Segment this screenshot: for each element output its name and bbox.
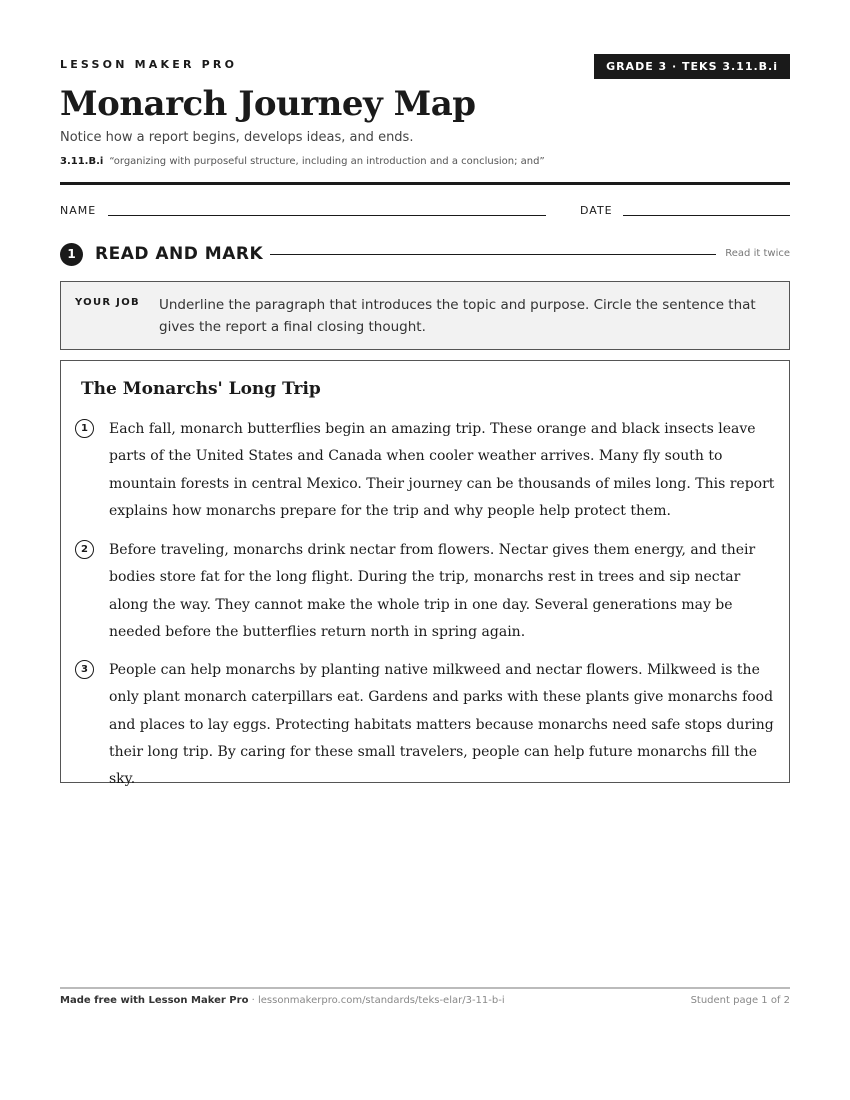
standard-line bbox=[60, 156, 545, 167]
job-instructions-box bbox=[60, 281, 790, 350]
paragraph-number: 3 bbox=[75, 660, 94, 679]
page-title: Monarch Journey Map bbox=[60, 84, 476, 124]
section-title: READ AND MARK bbox=[95, 244, 264, 264]
worksheet-page bbox=[60, 0, 790, 1100]
section-number-badge: 1 bbox=[60, 243, 83, 266]
paragraph-text[interactable]: Each fall, monarch butterflies begin an amazing trip. These orange and black insects leave parts of the United States and Canada when cooler weather arrives. Many fly south to mountain forests in central Mexico. Their journey can be thousands of miles long. This report explains how monarchs prepare for the trip and why people help protect them. bbox=[109, 421, 775, 519]
section-hint: Read it twice bbox=[725, 248, 790, 259]
job-text: Underline the paragraph that introduces the topic and purpose. Circle the sentence that gives the report a final closing thought. bbox=[159, 297, 756, 335]
paragraph-number: 2 bbox=[75, 540, 94, 559]
grade-badge: GRADE 3 · TEKS 3.11.B.i bbox=[594, 54, 790, 79]
reading-passage bbox=[60, 360, 790, 788]
brand-name: LESSON MAKER PRO bbox=[60, 58, 238, 71]
paragraph-text[interactable]: Before traveling, monarchs drink nectar from flowers. Nectar gives them energy, and their bodies store fat for the long flight. During the trip, monarchs rest in trees and sip nectar along the way. They cannot make the whole trip in one day. Several generations may be needed before the butterflies return north in spring again. bbox=[109, 542, 756, 640]
header-divider bbox=[60, 182, 790, 185]
footer-divider bbox=[60, 987, 790, 989]
passage-title: The Monarchs' Long Trip bbox=[81, 379, 321, 399]
standard-code: 3.11.B.i bbox=[60, 156, 104, 167]
paragraph-number: 1 bbox=[75, 419, 94, 438]
name-label: NAME bbox=[60, 204, 97, 217]
name-field[interactable] bbox=[108, 215, 546, 216]
paragraph-text[interactable]: People can help monarchs by planting native milkweed and nectar flowers. Milkweed is the only plant monarch caterpillars eat. Gardens and parks with these plants give monarchs food and places to lay eggs. Protecting habitats matters because monarchs need safe stops during their long trip. By caring for these small travelers, people can help future monarchs fill the sky. bbox=[109, 662, 774, 788]
job-label: YOUR JOB bbox=[75, 297, 140, 308]
page-subtitle: Notice how a report begins, develops ideas, and ends. bbox=[60, 130, 414, 145]
section-divider bbox=[270, 254, 716, 255]
standard-text: “organizing with purposeful structure, including an introduction and a conclusion; and” bbox=[109, 156, 545, 167]
section-header bbox=[60, 243, 790, 267]
date-field[interactable] bbox=[623, 215, 790, 216]
footer-made-with: Made free with Lesson Maker Pro bbox=[60, 995, 249, 1006]
footer-page-number: Student page 1 of 2 bbox=[690, 995, 790, 1006]
date-label: DATE bbox=[580, 204, 613, 217]
footer-url[interactable]: · lessonmakerpro.com/standards/teks-elar/3-11-b-i bbox=[248, 995, 505, 1006]
footer-credit bbox=[60, 995, 505, 1006]
